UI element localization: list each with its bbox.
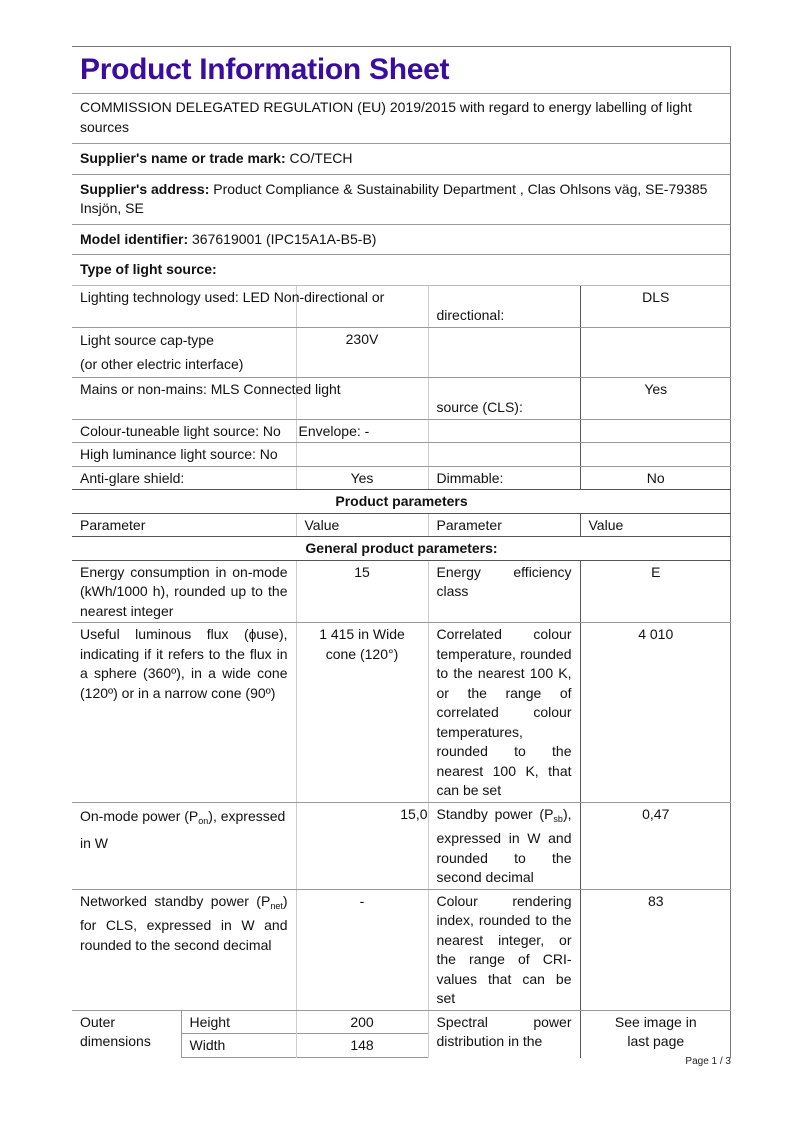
height-value: 200 — [297, 1011, 428, 1035]
colour-tuneable-row — [72, 419, 731, 443]
spectral-power-value: See image in last page — [614, 1013, 697, 1049]
height-label: Height — [181, 1011, 296, 1034]
column-header-parameter-1: Parameter — [72, 513, 296, 537]
cct-label: Correlated colour temperature, rounded to the nearest 100 K, or the range of correlated colour temperatures, rounded to the nearest 100 K, that can be set — [428, 623, 580, 803]
supplier-address-row — [72, 175, 730, 225]
envelope-label: Envelope: - — [296, 419, 428, 443]
on-mode-power-value: 15,0 — [296, 802, 428, 889]
dimmable-value: No — [580, 466, 731, 490]
product-parameters-heading-row — [72, 490, 731, 514]
cap-type-label-line2: (or other electric interface) — [80, 355, 244, 372]
cri-value: 83 — [580, 889, 731, 1010]
spectral-power-label: Spectral power distribution in the — [428, 1010, 580, 1058]
cap-type-value: 230V — [296, 327, 428, 377]
cct-value: 4 010 — [580, 623, 731, 803]
high-luminance-row — [72, 443, 731, 467]
outer-dimensions-row — [72, 1010, 731, 1058]
column-header-parameter-2: Parameter — [428, 513, 580, 537]
directional-label: directional: — [428, 286, 580, 328]
cri-label: Colour rendering index, rounded to the nearest integer, or the range of CRI-values that can be set — [428, 889, 580, 1010]
product-information-sheet — [72, 46, 731, 1058]
energy-efficiency-class-value: E — [580, 560, 731, 623]
standby-power-value: 0,47 — [580, 802, 731, 889]
anti-glare-label: Anti-glare shield: — [72, 466, 296, 490]
mains-row — [72, 377, 731, 419]
lighting-technology-row — [72, 286, 731, 328]
anti-glare-row — [72, 466, 731, 490]
model-identifier-row — [72, 225, 730, 256]
high-luminance-label: High luminance light source: No — [72, 443, 296, 467]
anti-glare-value: Yes — [296, 466, 428, 490]
colour-tuneable-label: Colour-tuneable light source: No — [80, 422, 281, 439]
energy-consumption-value: 15 — [296, 560, 428, 623]
supplier-address-value: Product Compliance & Sustainability Department , Clas Ohlsons väg, SE-79385 Insjön, SE — [80, 180, 708, 216]
dimmable-label: Dimmable: — [428, 466, 580, 490]
networked-standby-row — [72, 889, 731, 1010]
directional-value: DLS — [580, 286, 731, 328]
luminous-flux-label: Useful luminous flux (ɸuse), indicating if it refers to the flux in a sphere (360º), in a wide cone (120º) or in a narrow cone (90º) — [72, 623, 296, 803]
outer-dimensions-label: Outer dimensions — [72, 1011, 181, 1058]
lighting-technology-label: Lighting technology used: LED Non-directional or — [80, 288, 385, 305]
supplier-address-label: Supplier's address: — [80, 180, 210, 197]
networked-standby-label: Networked standby power $(P_{net})$ for CLS, expressed in W and rounded to the second decimal — [72, 889, 296, 1010]
supplier-name-row — [72, 144, 730, 175]
networked-standby-value: - — [296, 889, 428, 1010]
supplier-name-value: CO/TECH — [289, 150, 353, 166]
width-label: Width — [181, 1034, 296, 1058]
product-parameters-heading: Product parameters — [72, 490, 731, 514]
cls-label: source (CLS): — [428, 377, 580, 419]
on-mode-power-label: On-mode power $(P_{on})$, expressed in W — [72, 802, 296, 889]
luminous-flux-value: 1 415 in Wide cone (120°) — [296, 623, 428, 803]
model-identifier-label: Model identifier: — [80, 230, 189, 247]
luminous-flux-row — [72, 623, 731, 803]
model-identifier-value: 367619001 (IPC15A1A-B5-B) — [192, 230, 377, 247]
regulation-reference: COMMISSION DELEGATED REGULATION (EU) 2019/2015 with regard to energy labelling of light sources — [72, 94, 730, 144]
type-heading: Type of light source: — [72, 255, 730, 286]
outer-dimensions-subtable — [72, 1011, 296, 1058]
cap-type-row — [72, 327, 731, 377]
general-parameters-heading: General product parameters: — [72, 537, 731, 561]
page-title: Product Information Sheet — [72, 47, 730, 94]
supplier-name-label: Supplier's name or trade mark: — [80, 150, 286, 166]
specification-table — [72, 286, 731, 1058]
on-mode-power-row — [72, 802, 731, 889]
page-number: Page 1 / 3 — [685, 1056, 731, 1067]
energy-efficiency-class-label: Energy efficiency class — [428, 560, 580, 623]
energy-consumption-label: Energy consumption in on-mode (kWh/1000 h), rounded up to the nearest integer — [72, 560, 296, 623]
standby-power-label: Standby power $(P_{sb})$, expressed in W and rounded to the second decimal — [428, 802, 580, 889]
cap-type-label: Light source cap-type — [80, 331, 214, 348]
width-value: 148 — [297, 1034, 428, 1058]
energy-consumption-row — [72, 560, 731, 623]
column-header-value-2: Value — [580, 513, 731, 537]
mains-label: Mains or non-mains: MLS Connected light — [80, 380, 341, 397]
column-header-row — [72, 513, 731, 537]
column-header-value-1: Value — [296, 513, 428, 537]
cls-value: Yes — [580, 377, 731, 419]
general-parameters-heading-row — [72, 537, 731, 561]
sheet-frame — [72, 46, 731, 1058]
